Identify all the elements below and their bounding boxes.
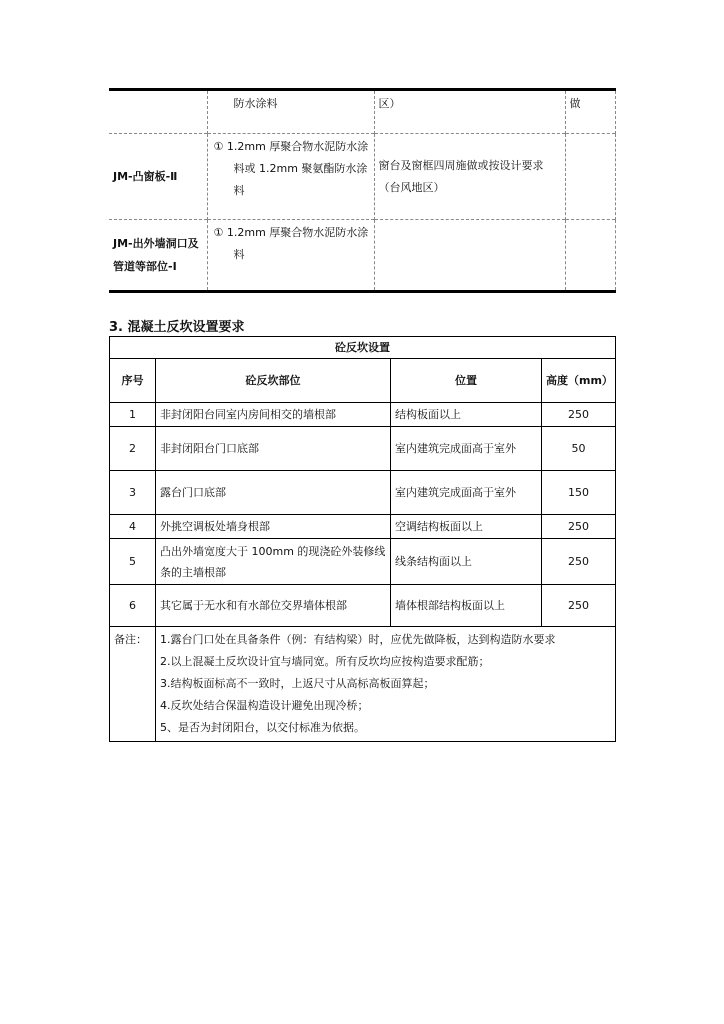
cell-height: 250 <box>542 515 616 539</box>
cell-position: 室内建筑完成面高于室外 <box>391 471 542 515</box>
cell-no: 3 <box>110 471 156 515</box>
header-height: 高度（mm） <box>542 359 616 403</box>
cell-no: 4 <box>110 515 156 539</box>
table-row <box>110 427 616 471</box>
cell-height: 250 <box>542 403 616 427</box>
caption-row <box>110 337 616 359</box>
note-item: 3.结构板面标高不一致时，上返尺寸从高标高板面算起； <box>160 677 435 690</box>
cell-extra <box>565 134 615 220</box>
cell-part: 凸出外墙宽度大于 100mm 的现浇砼外装修线条的主墙根部 <box>156 539 391 585</box>
cell-position: 室内建筑完成面高于室外 <box>391 427 542 471</box>
cell-height: 150 <box>542 471 616 515</box>
table-row <box>109 134 615 220</box>
cell-part: 非封闭阳台同室内房间相交的墙根部 <box>156 403 391 427</box>
cell-position: 墙体根部结构板面以上 <box>391 585 542 627</box>
table-row <box>109 90 615 134</box>
cell-location: 窗台及窗框四周施做或按设计要求（台风地区） <box>374 134 565 220</box>
cell-height: 250 <box>542 539 616 585</box>
header-no: 序号 <box>110 359 156 403</box>
cell-height: 50 <box>542 427 616 471</box>
cell-position: 线条结构面以上 <box>391 539 542 585</box>
header-row <box>110 359 616 403</box>
table-row <box>110 471 616 515</box>
table-row <box>110 539 616 585</box>
note-item: 2.以上混凝土反坎设计宜与墙同宽。所有反坎均应按构造要求配筋； <box>160 655 490 668</box>
cell-no: 5 <box>110 539 156 585</box>
header-part: 砼反坎部位 <box>156 359 391 403</box>
note-item: 1.露台门口处在具备条件（例：有结构梁）时，应优先做降板，达到构造防水要求 <box>160 633 556 646</box>
header-position: 位置 <box>391 359 542 403</box>
cell-position: 结构板面以上 <box>391 403 542 427</box>
table-caption: 砼反坎设置 <box>110 337 616 359</box>
notes-row <box>110 627 616 742</box>
section-title: 3. 混凝土反坎设置要求 <box>109 320 245 335</box>
cell-no: 1 <box>110 403 156 427</box>
notes-cell <box>156 627 616 742</box>
cell-location <box>374 220 565 292</box>
notes-label: 备注： <box>110 627 156 742</box>
note-item: 4.反坎处结合保温构造设计避免出现冷桥； <box>160 699 369 712</box>
cell-name: JM-出外墙洞口及管道等部位-Ⅰ <box>109 220 207 292</box>
cell-part: 其它属于无水和有水部位交界墙体根部 <box>156 585 391 627</box>
cell-location: 区） <box>374 90 565 134</box>
cell-material: 防水涂料 <box>207 90 374 134</box>
cell-height: 250 <box>542 585 616 627</box>
cell-no: 2 <box>110 427 156 471</box>
cell-name: JM-凸窗板-Ⅱ <box>109 134 207 220</box>
table-row <box>110 515 616 539</box>
curb-table <box>109 336 616 742</box>
cell-position: 空调结构板面以上 <box>391 515 542 539</box>
table-row <box>110 403 616 427</box>
note-item: 5、是否为封闭阳台，以交付标准为依据。 <box>160 721 365 734</box>
table-row <box>109 220 615 292</box>
cell-part: 外挑空调板处墙身根部 <box>156 515 391 539</box>
cell-material: ① 1.2mm 厚聚合物水泥防水涂料或 1.2mm 聚氨酯防水涂料 <box>207 134 374 220</box>
cell-material: ① 1.2mm 厚聚合物水泥防水涂料 <box>207 220 374 292</box>
cell-extra: 做 <box>565 90 615 134</box>
cell-extra <box>565 220 615 292</box>
cell-part: 露台门口底部 <box>156 471 391 515</box>
cell-no: 6 <box>110 585 156 627</box>
cell-name <box>109 90 207 134</box>
waterproof-table <box>109 88 616 293</box>
table-row <box>110 585 616 627</box>
cell-part: 非封闭阳台门口底部 <box>156 427 391 471</box>
